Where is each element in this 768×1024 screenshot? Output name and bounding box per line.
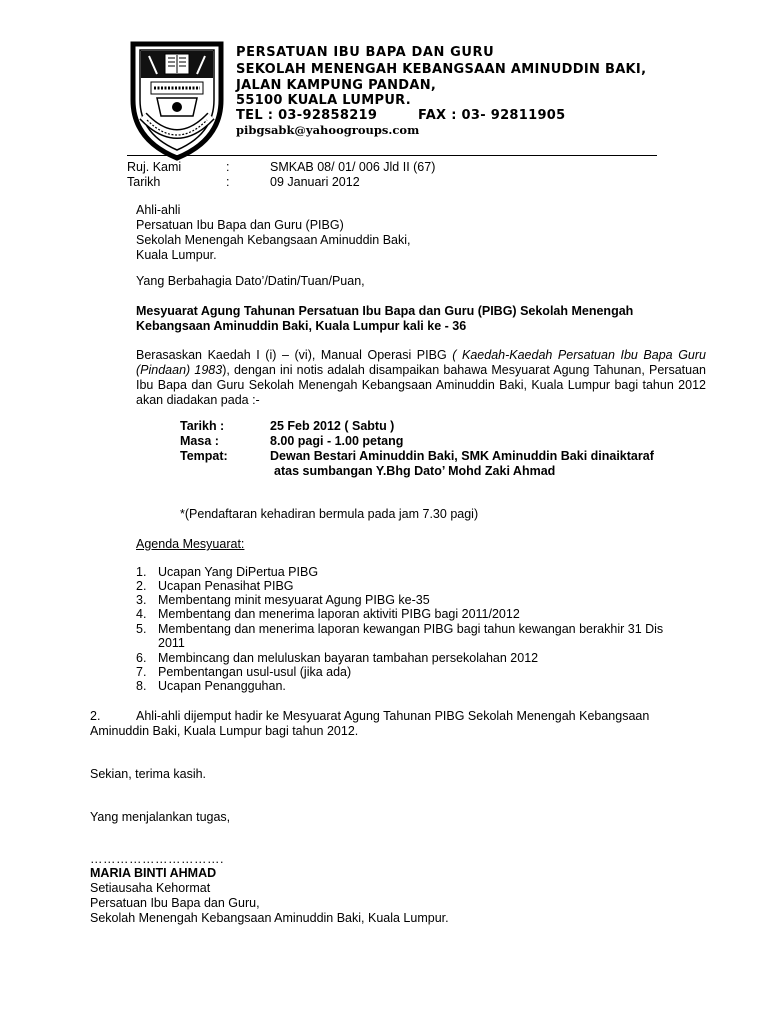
ref-colon: :: [226, 160, 230, 174]
signatory-title: Setiausaha Kehormat: [90, 881, 211, 895]
recipient-line: Ahli-ahli: [136, 203, 181, 217]
signature-line: ………………………….: [90, 852, 224, 866]
meeting-time-value: 8.00 pagi - 1.00 petang: [270, 434, 404, 448]
agenda-item-number: 7.: [136, 665, 147, 679]
signatory-org: Persatuan Ibu Bapa dan Guru,: [90, 896, 260, 910]
agenda-item-number: 3.: [136, 593, 147, 607]
recipient-line: Persatuan Ibu Bapa dan Guru (PIBG): [136, 218, 344, 232]
meeting-venue-value: atas sumbangan Y.Bhg Dato’ Mohd Zaki Ahmad: [274, 464, 556, 478]
recipient-line: Sekolah Menengah Kebangsaan Aminuddin Baki,: [136, 233, 411, 247]
paragraph-two-continued: Aminuddin Baki, Kuala Lumpur bagi tahun 2012.: [90, 724, 359, 738]
street-address: JALAN KAMPUNG PANDAN,: [236, 78, 437, 93]
closing: Sekian, terima kasih.: [90, 767, 207, 781]
agenda-item-number: 4.: [136, 607, 147, 621]
agenda-item: Pembentangan usul-usul (jika ada): [158, 665, 352, 679]
date-label: Tarikh: [127, 175, 161, 189]
subject-line: Mesyuarat Agung Tahunan Persatuan Ibu Bapa dan Guru (PIBG) Sekolah Menengah: [136, 304, 634, 318]
school-crest-icon: [127, 40, 227, 162]
telephone: TEL : 03-92858219: [236, 108, 378, 123]
date-colon: :: [226, 175, 230, 189]
yang-menjalankan: Yang menjalankan tugas,: [90, 810, 231, 824]
agenda-item: Membentang dan menerima laporan aktiviti PIBG bagi 2011/2012: [158, 607, 520, 621]
agenda-item: Ucapan Yang DiPertua PIBG: [158, 565, 319, 579]
agenda-item: Membentang minit mesyuarat Agung PIBG ke-35: [158, 593, 430, 607]
fax: FAX : 03- 92811905: [418, 108, 566, 123]
city-address: 55100 KUALA LUMPUR.: [236, 93, 411, 108]
recipient-line: Kuala Lumpur.: [136, 248, 217, 262]
signatory-name: MARIA BINTI AHMAD: [90, 866, 217, 880]
meeting-venue-value: Dewan Bestari Aminuddin Baki, SMK Aminuddin Baki dinaiktaraf: [270, 449, 654, 463]
agenda-item: Membentang dan menerima laporan kewangan PIBG bagi tahun kewangan berakhir 31 Dis: [158, 622, 664, 636]
agenda-item: Ucapan Penangguhan.: [158, 679, 286, 693]
agenda-item-number: 2.: [136, 579, 147, 593]
agenda-item-number: 5.: [136, 622, 147, 636]
paragraph-two: Ahli-ahli dijemput hadir ke Mesyuarat Agung Tahunan PIBG Sekolah Menengah Kebangsaan: [136, 709, 650, 723]
meeting-time-label: Masa :: [180, 434, 219, 448]
meeting-date-value: 25 Feb 2012 ( Sabtu ): [270, 419, 395, 433]
date-value: 09 Januari 2012: [270, 175, 360, 189]
paragraph-number: 2.: [90, 709, 101, 723]
body-paragraph: Berasaskan Kaedah I (i) – (vi), Manual Operasi PIBG ( Kaedah-Kaedah Persatuan Ibu Bapa Guru (Pindaan) 1983), dengan ini notis adalah disampaikan bahawa Mesyuarat Agung Tahunan, Persatuan Ibu Bapa dan Guru Sekolah Menengah Kebangsaan Aminuddin Baki, Kuala Lumpur bagi tahun 2012 akan diadakan pada :-: [136, 348, 706, 407]
org-name: PERSATUAN IBU BAPA DAN GURU: [236, 45, 495, 60]
registration-note: *(Pendaftaran kehadiran bermula pada jam 7.30 pagi): [180, 507, 479, 521]
agenda-item: Membincang dan meluluskan bayaran tambahan persekolahan 2012: [158, 651, 539, 665]
agenda-item-number: 6.: [136, 651, 147, 665]
ref-label: Ruj. Kami: [127, 160, 182, 174]
agenda-item-number: 1.: [136, 565, 147, 579]
agenda-title: Agenda Mesyuarat:: [136, 537, 245, 551]
ref-value: SMKAB 08/ 01/ 006 Jld II (67): [270, 160, 436, 174]
email: pibgsabk@yahoogroups.com: [236, 123, 420, 137]
agenda-item: Ucapan Penasihat PIBG: [158, 579, 294, 593]
salutation: Yang Berbahagia Dato’/Datin/Tuan/Puan,: [136, 274, 365, 288]
agenda-item-number: 8.: [136, 679, 147, 693]
school-name: SEKOLAH MENENGAH KEBANGSAAN AMINUDDIN BAKI,: [236, 62, 647, 77]
signatory-school: Sekolah Menengah Kebangsaan Aminuddin Baki, Kuala Lumpur.: [90, 911, 449, 925]
agenda-item-continued: 2011: [158, 636, 185, 650]
meeting-date-label: Tarikh :: [180, 419, 225, 433]
subject-line: Kebangsaan Aminuddin Baki, Kuala Lumpur kali ke - 36: [136, 319, 467, 333]
header-divider: [127, 155, 657, 156]
meeting-venue-label: Tempat:: [180, 449, 228, 463]
